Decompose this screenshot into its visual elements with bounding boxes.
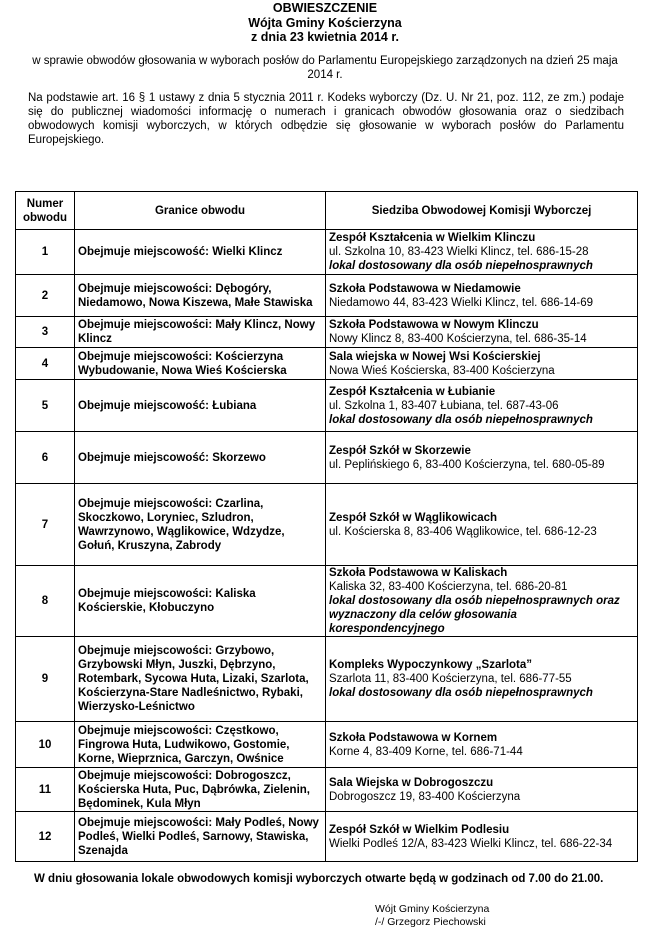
table-header-row: [16, 192, 638, 230]
seat-name: Zespół Szkół w Wielkim Podlesiu: [329, 823, 510, 836]
district-seat: [326, 380, 638, 432]
table-row: [16, 637, 638, 722]
title-line-1: OBWIESZCZENIE: [272, 1, 378, 15]
table-row: [16, 230, 638, 275]
intro-paragraph: Na podstawie art. 16 § 1 ustawy z dnia 5 stycznia 2011 r. Kodeks wyborczy (Dz. U. Nr 21, poz. 112, ze zm.) podaje się do publicznej wiadomości informację o numerach i granicach obwodów głosowania oraz o siedzibach obwodowych komisji wyborczych, w których odbędzie się głosowanie w wyborach posłów do Parlamentu Europejskiego.: [28, 91, 624, 146]
table-row: [16, 566, 638, 637]
seat-name: Kompleks Wypoczynkowy „Szarlota”: [329, 659, 533, 671]
table-row: [16, 812, 638, 862]
district-bounds: Obejmuje miejscowości: Kościerzyna Wybudowanie, Nowa Wieś Kościerska: [75, 348, 326, 380]
seat-name: Szkoła Podstawowa w Kaliskach: [329, 567, 508, 579]
seat-note: lokal dostosowany dla osób niepełnosprawnych: [329, 413, 593, 426]
district-bounds: Obejmuje miejscowości: Kaliska Kościerskie, Kłobuczyno: [75, 566, 326, 637]
seat-address: ul. Szkolna 1, 83-407 Łubiana, tel. 687-43-06: [329, 399, 559, 412]
district-number: 10: [16, 722, 75, 768]
seat-note: lokal dostosowany dla osób niepełnosprawnych: [329, 260, 593, 272]
subject-text: w sprawie obwodów głosowania w wyborach posłów do Parlamentu Europejskiego zarządzonych na dzień 25 maja 2014 r.: [32, 54, 618, 81]
table-row: [16, 432, 638, 484]
seat-address: Dobrogoszcz 19, 83-400 Kościerzyna: [329, 790, 521, 803]
table-row: [16, 275, 638, 317]
district-bounds: Obejmuje miejscowości: Mały Podleś, Nowy Podleś, Wielki Podleś, Sarnowy, Stawiska, Szenajda: [75, 812, 326, 862]
table-row: [16, 380, 638, 432]
table-row: [16, 768, 638, 812]
district-seat: [326, 484, 638, 566]
seat-address: Korne 4, 83-409 Korne, tel. 686-71-44: [329, 745, 523, 758]
signature-name: /-/ Grzegorz Piechowski: [375, 916, 486, 928]
district-seat: [326, 348, 638, 380]
district-number: 9: [16, 637, 75, 722]
seat-address: ul. Kościerska 8, 83-406 Wąglikowice, tel. 686-12-23: [329, 525, 597, 538]
seat-address: ul. Peplińskiego 6, 83-400 Kościerzyna, tel. 680-05-89: [329, 458, 605, 471]
document-title: [0, 1, 650, 45]
district-seat: [326, 432, 638, 484]
district-bounds: Obejmuje miejscowości: Dobrogoszcz, Kościerska Huta, Puc, Dąbrówka, Zielenin, Będominek, Kula Młyn: [75, 768, 326, 812]
district-bounds: Obejmuje miejscowość: Wielki Klincz: [75, 230, 326, 275]
district-number: 11: [16, 768, 75, 812]
seat-address: Niedamowo 44, 83-423 Wielki Klincz, tel. 686-14-69: [329, 296, 593, 309]
signature-block: [375, 903, 489, 929]
header-number: Numer obwodu: [16, 192, 75, 230]
district-number: 3: [16, 317, 75, 348]
district-seat: [326, 566, 638, 637]
district-number: 8: [16, 566, 75, 637]
district-number: 5: [16, 380, 75, 432]
district-seat: [326, 637, 638, 722]
seat-name: Szkoła Podstawowa w Kornem: [329, 731, 498, 744]
title-line-3: z dnia 23 kwietnia 2014 r.: [251, 30, 399, 44]
district-bounds: Obejmuje miejscowości: Grzybowo, Grzybowski Młyn, Juszki, Dębrzyno, Rotembark, Sycowa Huta, Lizaki, Szarlota, Kościerzyna-Stare Nadleśnictwo, Rybaki, Wierzysko-Leśnictwo: [75, 637, 326, 722]
header-bounds: Granice obwodu: [75, 192, 326, 230]
districts-table: [15, 191, 638, 862]
district-bounds: Obejmuje miejscowość: Skorzewo: [75, 432, 326, 484]
district-bounds: Obejmuje miejscowości: Czarlina, Skoczkowo, Loryniec, Szludron, Wawrzynowo, Wąglikowice, Wdzydze, Gołuń, Kruszyna, Zabrody: [75, 484, 326, 566]
district-seat: [326, 275, 638, 317]
header-seat: Siedziba Obwodowej Komisji Wyborczej: [326, 192, 638, 230]
district-number: 6: [16, 432, 75, 484]
district-bounds: Obejmuje miejscowości: Częstkowo, Fingrowa Huta, Ludwikowo, Gostomie, Korne, Wieprznica, Garczyn, Owśnice: [75, 722, 326, 768]
seat-address: Nowy Klincz 8, 83-400 Kościerzyna, tel. 686-35-14: [329, 333, 587, 345]
seat-name: Zespół Kształcenia w Wielkim Klinczu: [329, 232, 536, 244]
district-number: 1: [16, 230, 75, 275]
district-seat: [326, 722, 638, 768]
district-number: 7: [16, 484, 75, 566]
table-row: [16, 317, 638, 348]
seat-address: ul. Szkolna 10, 83-423 Wielki Klincz, tel. 686-15-28: [329, 246, 589, 258]
district-bounds: Obejmuje miejscowości: Dębogóry, Niedamowo, Nowa Kiszewa, Małe Stawiska: [75, 275, 326, 317]
seat-note: lokal dostosowany dla osób niepełnosprawnych: [329, 687, 593, 699]
seat-address: Szarlota 11, 83-400 Kościerzyna, tel. 686-77-55: [329, 673, 572, 685]
district-number: 4: [16, 348, 75, 380]
district-number: 12: [16, 812, 75, 862]
seat-address: Wielki Podleś 12/A, 83-423 Wielki Klincz, tel. 686-22-34: [329, 837, 613, 850]
seat-name: Zespół Szkół w Wąglikowicach: [329, 511, 498, 524]
footer-note: W dniu głosowania lokale obwodowych komisji wyborczych otwarte będą w godzinach od 7.00 do 21.00.: [34, 873, 604, 885]
seat-name: Zespół Szkół w Skorzewie: [329, 444, 471, 457]
signature-title: Wójt Gminy Kościerzyna: [375, 903, 490, 915]
seat-address: Kaliska 32, 83-400 Kościerzyna, tel. 686-20-81: [329, 581, 568, 593]
district-number: 2: [16, 275, 75, 317]
district-bounds: Obejmuje miejscowości: Mały Klincz, Nowy Klincz: [75, 317, 326, 348]
title-line-2: Wójta Gminy Kościerzyna: [248, 15, 402, 30]
seat-name: Sala Wiejska w Dobrogoszczu: [329, 776, 494, 789]
seat-name: Sala wiejska w Nowej Wsi Kościerskiej: [329, 350, 541, 363]
table-row: [16, 722, 638, 768]
seat-name: Szkoła Podstawowa w Niedamowie: [329, 282, 521, 295]
seat-address: Nowa Wieś Kościerska, 83-400 Kościerzyna: [329, 364, 555, 377]
district-bounds: Obejmuje miejscowość: Łubiana: [75, 380, 326, 432]
seat-name: Szkoła Podstawowa w Nowym Klinczu: [329, 319, 539, 331]
district-seat: [326, 230, 638, 275]
seat-note: lokal dostosowany dla osób niepełnosprawnych oraz wyznaczony dla celów głosowania korespondencyjnego: [329, 595, 620, 635]
table-row: [16, 484, 638, 566]
district-seat: [326, 768, 638, 812]
district-seat: [326, 812, 638, 862]
table-row: [16, 348, 638, 380]
seat-name: Zespół Kształcenia w Łubianie: [329, 385, 496, 398]
district-seat: [326, 317, 638, 348]
